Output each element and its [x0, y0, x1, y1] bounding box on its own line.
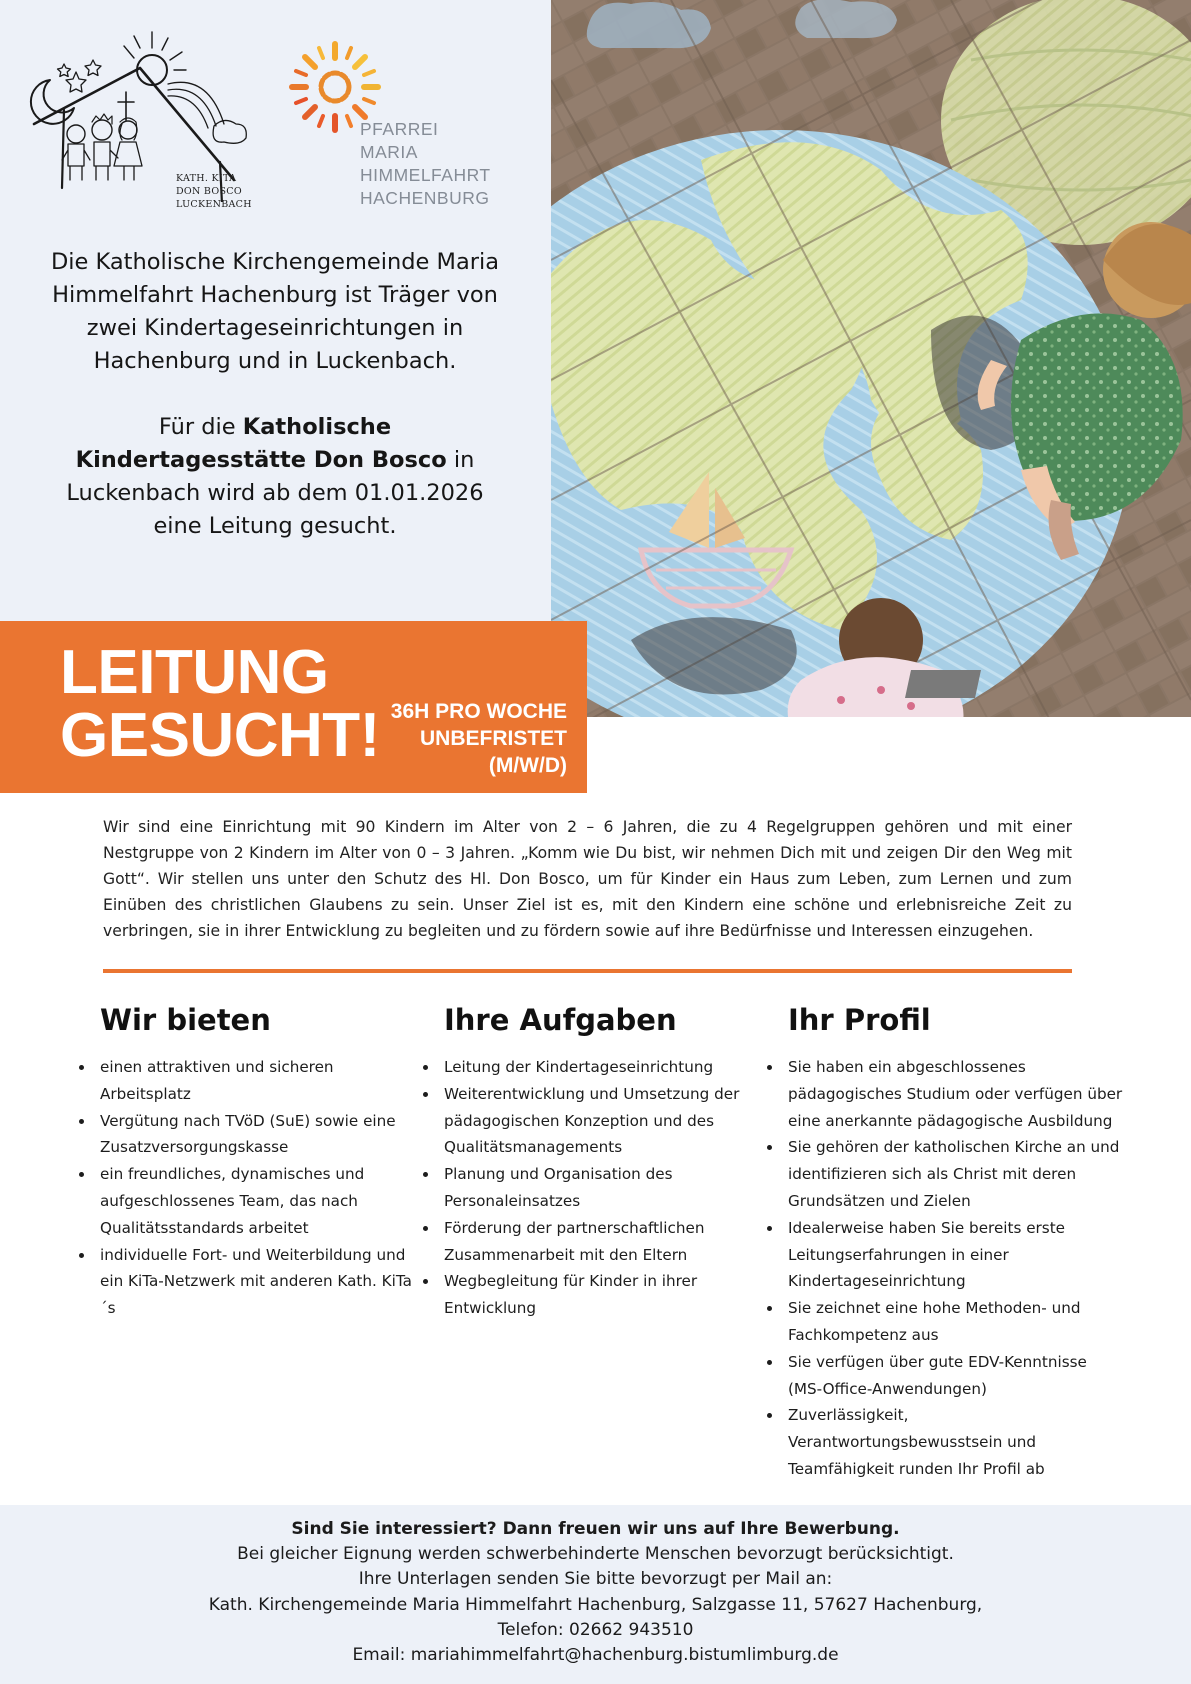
list-item: Sie gehören der katholischen Kirche an und identifizieren sich als Christ mit deren Grundsätzen und Zielen: [788, 1134, 1123, 1214]
list-item: Sie haben ein abgeschlossenes pädagogisches Studium oder verfügen über eine anerkannte pädagogische Ausbildung: [788, 1054, 1123, 1134]
kita-don-bosco-logo: [28, 22, 260, 210]
intro-lead-before: Für die: [158, 414, 243, 440]
list-item: ein freundliches, dynamisches und aufgeschlossenes Team, das nach Qualitätsstandards arbeitet: [100, 1161, 412, 1241]
list-item: Wegbegleitung für Kinder in ihrer Entwicklung: [444, 1268, 749, 1322]
footer-disability-note: Bei gleicher Eignung werden schwerbehinderte Menschen bevorzugt berücksichtigt.: [237, 1544, 954, 1565]
banner-title-line: GESUCHT!: [60, 701, 380, 770]
profile-list: [788, 1054, 1123, 1483]
section-divider: [103, 969, 1072, 973]
banner-hours: 36H PRO WOCHE: [390, 700, 567, 723]
pfarrei-line: HACHENBURG: [360, 188, 490, 208]
list-item: Weiterentwicklung und Umsetzung der pädagogischen Konzeption und des Qualitätsmanagements: [444, 1081, 749, 1161]
tasks-column: [444, 1000, 749, 1322]
job-title-banner: [0, 621, 587, 793]
footer-call-to-action: Sind Sie interessiert? Dann freuen wir uns auf Ihre Bewerbung.: [291, 1519, 900, 1539]
list-item: individuelle Fort- und Weiterbildung und ein KiTa-Netzwerk mit anderen Kath. KiTa´s: [100, 1242, 412, 1322]
tasks-list: [444, 1054, 749, 1322]
kita-logo-line: LUCKENBACH: [176, 199, 252, 210]
intro-lead-bold: Katholische Kindertagesstätte Don Bosco: [75, 414, 447, 473]
intro-paragraph: Die Katholische Kirchengemeinde Maria Himmelfahrt Hachenburg ist Träger von zwei Kindertageseinrichtungen in Hachenburg und in Luckenbach.: [50, 249, 500, 374]
chalk-drawing-photo: [551, 0, 1191, 717]
banner-gender-note: (M/W/D): [488, 754, 567, 777]
pfarrei-line: MARIA HIMMELFAHRT: [360, 142, 491, 185]
banner-job-details: [391, 698, 567, 779]
intro-lead-paragraph: [40, 411, 510, 543]
intro-text: [40, 246, 510, 543]
footer-phone: Telefon: 02662 943510: [497, 1619, 694, 1640]
footer-instructions: Ihre Unterlagen senden Sie bitte bevorzugt per Mail an:: [358, 1569, 833, 1590]
contact-footer: [0, 1505, 1191, 1684]
banner-title-line: LEITUNG: [60, 638, 329, 707]
list-item: Förderung der partnerschaftlichen Zusammenarbeit mit den Eltern: [444, 1215, 749, 1269]
list-item: Vergütung nach TVöD (SuE) sowie eine Zusatzversorgungskasse: [100, 1108, 412, 1162]
header-panel: [0, 0, 551, 621]
profile-column: [788, 1000, 1123, 1483]
pfarrei-line: PFARREI: [360, 119, 439, 139]
column-heading: Ihre Aufgaben: [444, 1003, 677, 1037]
pfarrei-logo-text: [360, 118, 551, 210]
banner-contract-type: UNBEFRISTET: [420, 727, 567, 750]
list-item: Idealerweise haben Sie bereits erste Leitungserfahrungen in einer Kindertageseinrichtung: [788, 1215, 1123, 1295]
institution-description: Wir sind eine Einrichtung mit 90 Kindern im Alter von 2 – 6 Jahren, die zu 4 Regelgruppen gehören und mit einer Nestgruppe von 2 Kindern im Alter von 0 – 3 Jahren. „Komm wie Du bist, wir nehmen Dich mit und zeigen Dir den Weg mit Gott“. Wir stellen uns unter den Schutz des Hl. Don Bosco, um für Kinder ein Haus zum Leben, zum Lernen und zum Einüben des christlichen Glaubens zu sein. Unser Ziel ist es, mit den Kindern eine schöne und erlebnisreiche Zeit zu verbringen, sie in ihrer Entwicklung zu begleiten und zu fördern sowie auf ihre Bedürfnisse und Interessen einzugehen.: [103, 818, 1072, 940]
kita-logo-line: DON BOSCO: [176, 186, 242, 197]
footer-address: Kath. Kirchengemeinde Maria Himmelfahrt Hachenburg, Salzgasse 11, 57627 Hachenburg,: [208, 1594, 983, 1615]
footer-email[interactable]: Email: mariahimmelfahrt@hachenburg.bistumlimburg.de: [352, 1645, 839, 1666]
column-heading: Wir bieten: [100, 1003, 271, 1037]
list-item: Planung und Organisation des Personaleinsatzes: [444, 1161, 749, 1215]
list-item: Sie zeichnet eine hohe Methoden- und Fachkompetenz aus: [788, 1295, 1123, 1349]
banner-title: [60, 638, 380, 770]
list-item: Leitung der Kindertageseinrichtung: [444, 1054, 749, 1081]
list-item: Zuverlässigkeit, Verantwortungsbewusstsein und Teamfähigkeit runden Ihr Profil ab: [788, 1402, 1123, 1482]
intro-lead-after: in Luckenbach wird ab dem 01.01.2026 eine Leitung gesucht.: [66, 447, 484, 539]
column-heading: Ihr Profil: [788, 1003, 931, 1037]
list-item: einen attraktiven und sicheren Arbeitsplatz: [100, 1054, 412, 1108]
kita-logo-text: [176, 172, 252, 211]
offer-column: [100, 1000, 412, 1322]
list-item: Sie verfügen über gute EDV-Kenntnisse (MS-Office-Anwendungen): [788, 1349, 1123, 1403]
kita-logo-line: KATH. KITA: [176, 173, 237, 184]
offer-list: [100, 1054, 412, 1322]
